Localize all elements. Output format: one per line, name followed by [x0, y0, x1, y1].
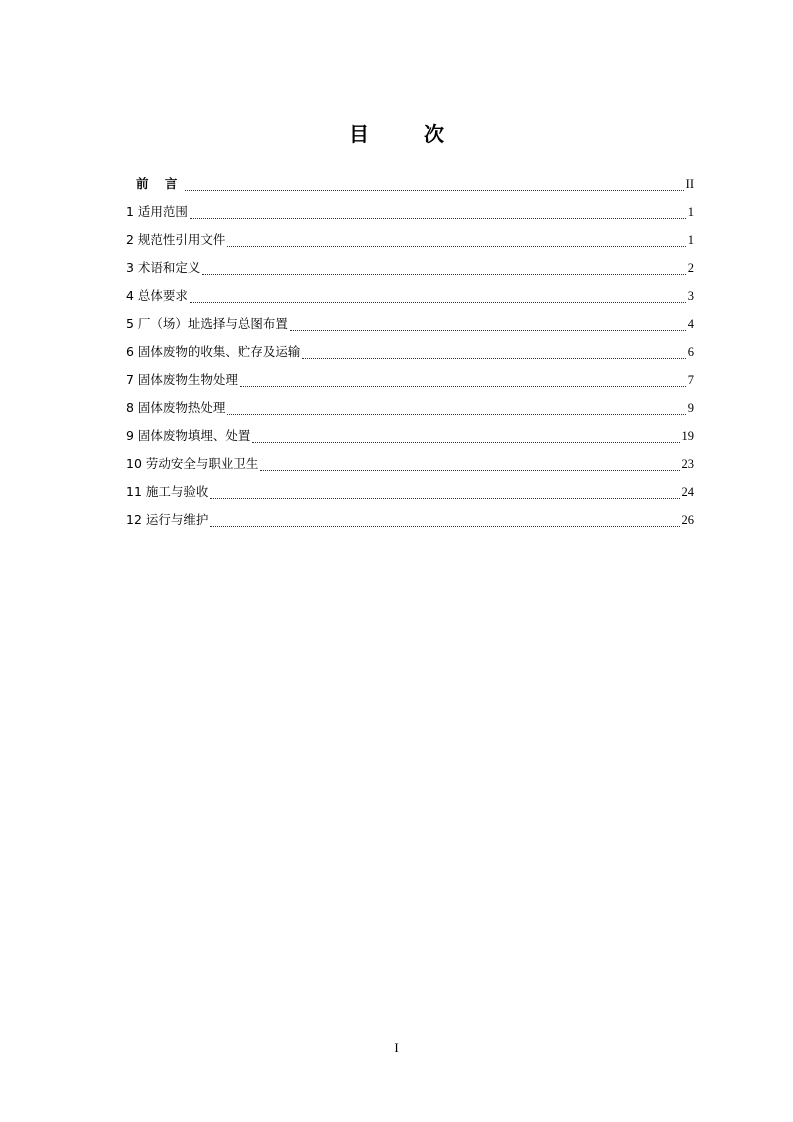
toc-item[interactable] — [126, 314, 694, 342]
dot-leader — [190, 301, 686, 303]
toc-item-label: 2 规范性引用文件 — [126, 232, 226, 247]
toc-item-label: 6 固体废物的收集、贮存及运输 — [126, 344, 301, 359]
toc-item-label: 1 适用范围 — [126, 204, 188, 219]
toc-item-page: 23 — [681, 457, 694, 471]
page-number: I — [394, 1040, 399, 1055]
dot-leader — [227, 413, 685, 415]
toc-item[interactable] — [126, 342, 694, 370]
toc-item[interactable] — [126, 398, 694, 426]
dot-leader — [227, 245, 685, 247]
toc-item[interactable] — [126, 482, 694, 510]
toc-item[interactable] — [126, 370, 694, 398]
toc-item-label: 前 言 — [136, 176, 184, 191]
toc-item[interactable] — [126, 454, 694, 482]
table-of-contents — [126, 174, 694, 538]
dot-leader — [260, 469, 679, 471]
dot-leader — [185, 189, 683, 191]
toc-item-page: 19 — [681, 429, 694, 443]
toc-item[interactable] — [126, 202, 694, 230]
toc-item-page: 7 — [687, 373, 694, 387]
toc-item-label: 9 固体废物填埋、处置 — [126, 428, 251, 443]
toc-item-label: 3 术语和定义 — [126, 260, 201, 275]
toc-item-page: 26 — [681, 513, 694, 527]
toc-item-preface[interactable] — [126, 174, 694, 202]
dot-leader — [252, 441, 679, 443]
toc-item-page: II — [685, 177, 694, 191]
toc-item-label: 4 总体要求 — [126, 288, 188, 303]
toc-item[interactable] — [126, 426, 694, 454]
dot-leader — [302, 357, 685, 359]
dot-leader — [290, 329, 686, 331]
dot-leader — [240, 385, 686, 387]
toc-item-page: 2 — [687, 261, 694, 275]
toc-item-page: 6 — [687, 345, 694, 359]
toc-item-page: 9 — [687, 401, 694, 415]
toc-item-label: 11 施工与验收 — [126, 484, 209, 499]
toc-item-label: 12 运行与维护 — [126, 512, 209, 527]
toc-item[interactable] — [126, 510, 694, 538]
toc-item-page: 24 — [681, 485, 694, 499]
toc-item-page: 4 — [687, 317, 694, 331]
toc-item-label: 10 劳动安全与职业卫生 — [126, 456, 259, 471]
toc-item-label: 5 厂（场）址选择与总图布置 — [126, 316, 288, 331]
page-title: 目 次 — [349, 122, 468, 146]
dot-leader — [190, 217, 686, 219]
toc-item-page: 3 — [687, 289, 694, 303]
toc-item[interactable] — [126, 286, 694, 314]
dot-leader — [210, 525, 679, 527]
toc-item[interactable] — [126, 258, 694, 286]
toc-item-label: 7 固体废物生物处理 — [126, 372, 238, 387]
toc-item[interactable] — [126, 230, 694, 258]
dot-leader — [202, 273, 685, 275]
toc-item-page: 1 — [687, 233, 694, 247]
toc-item-label: 8 固体废物热处理 — [126, 400, 226, 415]
dot-leader — [210, 497, 679, 499]
toc-item-page: 1 — [687, 205, 694, 219]
